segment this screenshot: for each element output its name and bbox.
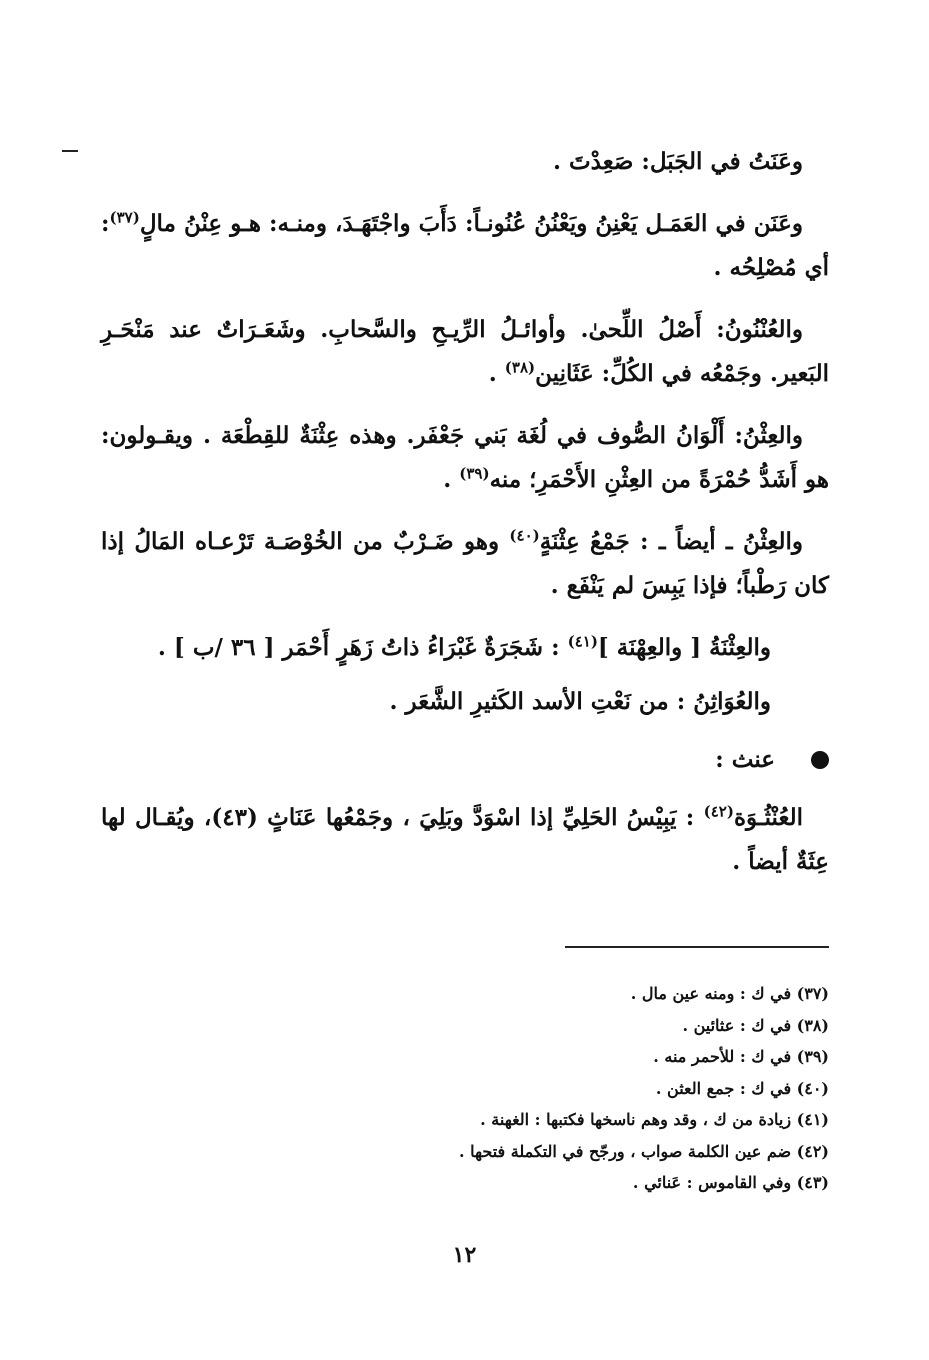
entry-text-continued: : يَبِيْسُ الحَلِيِّ إذا اسْوَدَّ وبَلِيَ ، وجَمْعُها عَنَاثٍ (٤٣)، ويُقـال لها عِثَةٌ أيضاً . xyxy=(101,804,829,875)
entry-text: والعُوَاثِنُ : من نَعْتِ الأسد الكَثيرِ الشَّعَر . xyxy=(389,688,771,715)
entry-paragraph xyxy=(101,796,829,884)
footnote: (٣٩) في ك : للأحمر منه . xyxy=(653,1047,829,1066)
footnote: (٣٧) في ك : ومنه عين مال . xyxy=(630,984,829,1003)
footnote-ref: (٤٠) xyxy=(509,526,540,545)
footnote-ref: (٤١) xyxy=(567,632,598,651)
margin-mark xyxy=(62,150,78,152)
entry-paragraph xyxy=(101,680,829,724)
entry-text-continued: : أي مُصْلِحُه . xyxy=(101,210,829,281)
entry-text: وعَنَن في العَمَـل يَعْنِنُ ويَعْنُنُ عُنُونـاً: دَأَبَ واجْتَهَـدَ، ومنـه: هـو عِنْنُ مالٍ xyxy=(139,210,803,237)
entry-text: والعِثْنَةُ [ والعِهْنَة ] xyxy=(597,634,771,661)
footnote: (٤١) زيادة من ك ، وقد وهم ناسخها فكتبها : الغهنة . xyxy=(480,1110,829,1129)
entry-paragraph xyxy=(101,308,829,396)
footnotes xyxy=(101,978,829,1199)
footnote-ref: (٣٨) xyxy=(504,358,536,377)
page-number: ١٢ xyxy=(452,1242,477,1268)
main-text xyxy=(101,140,829,902)
bullet-icon xyxy=(811,751,829,769)
entry-paragraph xyxy=(101,520,829,608)
footnote: (٤٢) ضم عين الكلمة صواب ، ورجّح في التكملة فتحها . xyxy=(458,1141,829,1161)
entry-paragraph xyxy=(101,626,829,670)
entry-text: العُنْثُـوَة xyxy=(733,804,803,831)
section-heading xyxy=(101,738,829,782)
entry-text: وعَنَتُ في الجَبَل: صَعِدْتَ . xyxy=(552,148,803,175)
entry-text-continued: : شَجَرَةٌ غَبْرَاءُ ذاتُ زَهَرٍ أَحْمَر [ ٣٦ /ب ] . xyxy=(157,634,568,661)
section-heading-label: عنث : xyxy=(715,746,775,773)
footnote-ref: (٣٧) xyxy=(109,208,140,227)
entry-text: والعِثْنُ ـ أيضاً ـ : جَمْعُ عِثْنَةٍ xyxy=(539,528,803,555)
footnote: (٤٣) وفي القاموس : عَنائي . xyxy=(632,1173,829,1192)
entry-text-continued: . xyxy=(443,466,460,493)
footnote: (٣٨) في ك : عثائين . xyxy=(682,1015,829,1035)
entry-text-continued: وهو ضَـرْبٌ من الخُوْصَـة تَرْعـاه المَالُ إذا كان رَطْباً؛ فإذا يَبِسَ لم يَنْفَع . xyxy=(101,528,829,599)
entry-paragraph xyxy=(101,202,829,290)
entry-paragraph xyxy=(101,414,829,502)
footnote-ref: (٤٢) xyxy=(703,802,734,821)
entry-text: والعُنْنُونُ: أَصْلُ اللِّحىٰ. وأوائـلُ الرِّيـحِ والسَّحابِ. وشَعَـرَاتٌ عند مَنْحَـرِ البَعير. وجَمْعُه في الكُلِّ: عَثَانِين xyxy=(101,316,829,387)
footnote-ref: (٣٩) xyxy=(459,464,490,483)
entry-text-continued: . xyxy=(488,360,505,387)
footnote: (٤٠) في ك : جمع العثن . xyxy=(655,1078,829,1098)
entry-text: والعِثْنُ: أَلْوَانُ الصُّوف في لُغَة بَني جَعْفَر. وهذه عِثْنَةٌ للقِطْعَة . ويقـولون: هو أَشَدُّ حُمْرَةً من العِثْنِ الأَحْمَرِ؛ منه xyxy=(101,422,829,493)
entry-paragraph xyxy=(101,140,829,184)
footnote-separator xyxy=(565,946,829,948)
